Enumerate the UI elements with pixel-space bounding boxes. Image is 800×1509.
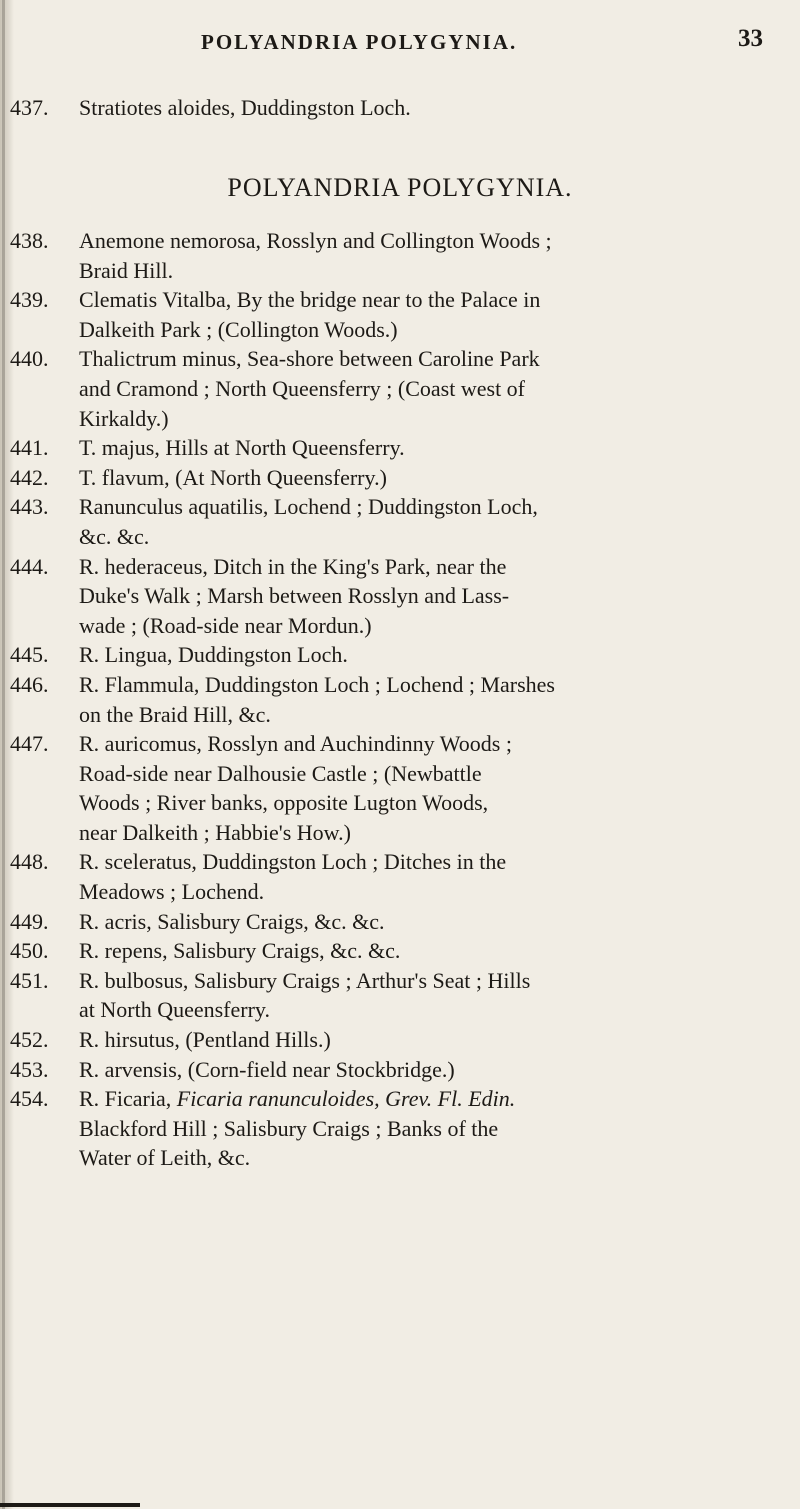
entry-text-line: at North Queensferry. — [79, 997, 270, 1023]
list-item — [10, 1025, 785, 1055]
list-item — [10, 936, 785, 966]
entry-number: 448. — [10, 849, 49, 875]
entry-text-line: R. arvensis, (Corn-field near Stockbridge.) — [79, 1056, 455, 1082]
entry-number: 447. — [10, 731, 49, 757]
entry-number: 453. — [10, 1056, 49, 1082]
entry-text-line: Anemone nemorosa, Rosslyn and Collington Woods ; — [79, 228, 552, 253]
entry-text-line: on the Braid Hill, &c. — [79, 701, 271, 727]
entry-text-line: Duke's Walk ; Marsh between Rosslyn and Lass- — [79, 583, 510, 609]
entry-text-line: R. repens, Salisbury Craigs, &c. &c. — [79, 938, 401, 964]
entry-text-line: and Cramond ; North Queensferry ; (Coast west of — [79, 375, 526, 401]
entry-number: 441. — [10, 435, 49, 461]
entry-text-line: T. majus, Hills at North Queensferry. — [79, 435, 405, 461]
entry-text-line: Woods ; River banks, opposite Lugton Woods, — [79, 790, 489, 816]
entry-text-line: wade ; (Road-side near Mordun.) — [79, 612, 372, 638]
entry-number: 442. — [10, 464, 49, 490]
list-item — [10, 433, 785, 463]
entry-text-line: Kirkaldy.) — [79, 405, 169, 431]
entry-number: 443. — [10, 494, 49, 520]
entry-text-line: R. Lingua, Duddingston Loch. — [79, 642, 348, 668]
entry-text-line: Road-side near Dalhousie Castle ; (Newbattle — [79, 760, 482, 786]
entry-number: 450. — [10, 938, 49, 964]
entry-number: 449. — [10, 908, 49, 934]
list-item — [10, 492, 785, 551]
entry-text-line: R. acris, Salisbury Craigs, &c. &c. — [79, 908, 385, 934]
entry-text-line: Water of Leith, &c. — [79, 1145, 251, 1171]
running-head: POLYANDRIA POLYGYNIA. — [201, 30, 518, 54]
entry-text-line: Ranunculus aquatilis, Lochend ; Duddingston Loch, — [79, 494, 538, 520]
list-item — [10, 1055, 785, 1085]
list-item — [10, 226, 785, 285]
list-item — [10, 640, 785, 670]
list-item — [10, 93, 785, 123]
entry-text-line: R. Ficaria, Ficaria ranunculoides, Grev. Fl. Edin. — [79, 1086, 516, 1112]
list-item — [10, 552, 785, 641]
entry-number: 439. — [10, 287, 49, 313]
list-item — [10, 463, 785, 493]
binding-edge — [2, 0, 5, 1509]
entry-text-line: Braid Hill. — [79, 257, 174, 283]
entry-text-line: R. auricomus, Rosslyn and Auchindinny Woods ; — [79, 731, 512, 757]
entry-text-line: near Dalkeith ; Habbie's How.) — [79, 819, 351, 845]
entry-text-line: &c. &c. — [79, 523, 150, 549]
entry-text-line: R. hederaceus, Ditch in the King's Park, near the — [79, 553, 507, 579]
entry-number: 438. — [10, 228, 49, 253]
entry-text-line: R. Flammula, Duddingston Loch ; Lochend ; Marshes — [79, 671, 555, 697]
page-number: 33 — [738, 25, 763, 52]
entry-number: 440. — [10, 346, 49, 372]
entry-437 — [10, 93, 785, 123]
entry-number: 454. — [10, 1086, 49, 1112]
list-item — [10, 907, 785, 937]
entry-text-line: Blackford Hill ; Salisbury Craigs ; Banks of the — [79, 1115, 499, 1141]
entry-text-line: Dalkeith Park ; (Collington Woods.) — [79, 316, 398, 342]
entry-text-line: R. sceleratus, Duddingston Loch ; Ditches in the — [79, 849, 507, 875]
list-item — [10, 670, 785, 729]
entry-text: Stratiotes aloides, Duddingston Loch. — [79, 95, 411, 120]
entry-text-line: Clematis Vitalba, By the bridge near to the Palace in — [79, 287, 541, 313]
entry-number: 446. — [10, 671, 49, 697]
entry-text-line: T. flavum, (At North Queensferry.) — [79, 464, 387, 490]
list-item — [10, 344, 785, 433]
entry-text-line: Meadows ; Lochend. — [79, 879, 265, 905]
entry-text-line: R. hirsutus, (Pentland Hills.) — [79, 1027, 331, 1053]
list-item — [10, 729, 785, 847]
entry-text-line: R. bulbosus, Salisbury Craigs ; Arthur's Seat ; Hills — [79, 967, 531, 993]
section-title: POLYANDRIA POLYGYNIA. — [227, 173, 573, 202]
entry-number: 444. — [10, 553, 49, 579]
list-item — [10, 285, 785, 344]
entry-text-line: Thalictrum minus, Sea-shore between Caroline Park — [79, 346, 540, 372]
entry-number: 451. — [10, 967, 49, 993]
entry-number: 445. — [10, 642, 49, 668]
entry-number: 452. — [10, 1027, 49, 1053]
bottom-rule — [0, 1503, 140, 1507]
list-item — [10, 847, 785, 906]
species-list — [10, 226, 785, 1173]
list-item — [10, 966, 785, 1025]
list-item — [10, 1084, 785, 1173]
entry-number: 437. — [10, 95, 49, 120]
